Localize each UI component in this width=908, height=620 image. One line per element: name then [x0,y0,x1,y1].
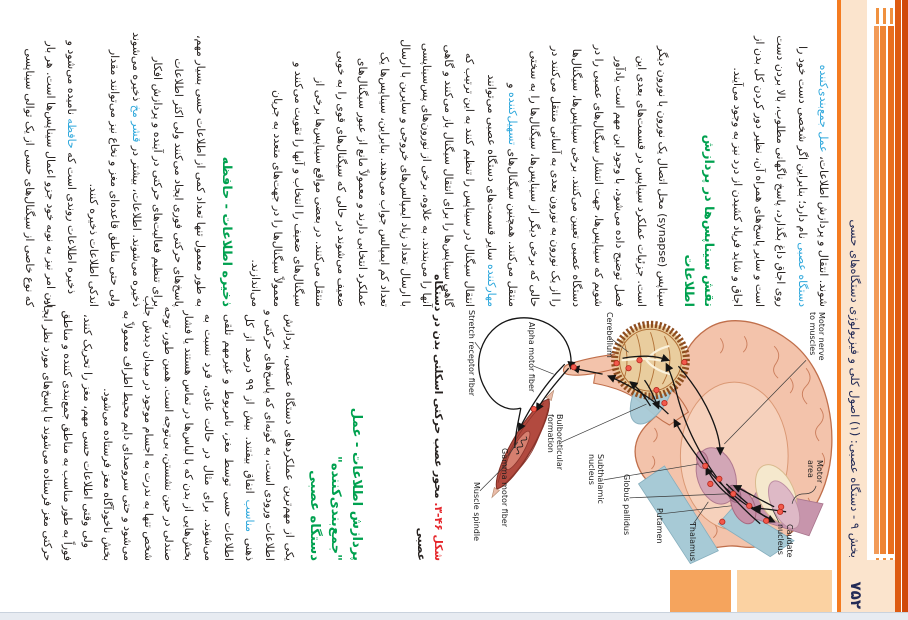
edge-stripe-stub [890,8,893,24]
figure-label-thalamus: Thalamus [688,522,697,562]
section-heading: ذخیره اطلاعات - حافظه [218,156,234,307]
text-line: اندکی اطلاعات ذخیره کنند. [86,183,100,307]
section-heading: پردازش اطلاعات - عمل "جمع‌بندی‌کننده" دستگاه عصبی [307,407,364,561]
edge-stripe [902,0,908,612]
text-line: است. جزئیات عملکرد سیناپس در قسمت‌های بعدی این [634,55,648,307]
figure-label-muscle-spindle: Muscle spindle [472,482,481,541]
paragraph [727,35,834,307]
text-line: حالی که برخی دیگر از سیناپس‌ها، سیگنال‌ها را به سختی [527,50,541,307]
chapter-title: بخش ۹ - دستگاه عصبی: (۱) اصول کلی و فیزیولوژی دستگاه‌های حسی [848,219,862,558]
text-line: که نوع خاصی از سیگنال‌های حسی از یک توالی سیناپسی [22,48,36,307]
text-line: روی اجاق داغ بگذارد، پاسخ ناگهانی مطلوب، بالا بردن دست [774,35,788,307]
text-line: شوند. انتقال و پردازش اطلاعات، عمل جمع‌بندی‌کننده [817,64,830,307]
text-line: صندلی در حین نشستن، بی‌توجه است. همین طور، توجه [161,306,175,561]
paragraph [18,32,211,307]
text-line: حرکتی مغز فرستاده می‌شوند تا پاسخ‌های مورد نظر ایجاد [40,300,54,561]
text-line: عصبی [415,527,428,561]
text-line: عملکرد انتخابی دارند و معمولاً مانع از عبور سیگنال‌های [356,57,370,307]
edge-stripe [874,26,879,554]
text-line: است و سایر پاسخ‌های همراه آن، نظیر دور کردن کل بدن از [752,36,766,307]
text-line: معمولاً سیگنال‌ها را در جهت‌های متعدد به جریان [270,90,284,307]
section-heading: نقش سیناپس‌ها در پردازش اطلاعات [680,134,716,307]
text-line: ولی وقتی اطلاعات حسی مهم، مغز را تحریک کنند، [80,314,94,548]
text-line: تعداد کم ایمپالس جواب می‌دهند. بنابراین، سیناپس‌ها یک [377,51,391,307]
text-line: را از یک نورون به نورون بعدی به آسانی منتقل می‌کنند در [548,46,562,307]
paragraph [36,295,299,562]
text-line: ذهنی مناسب اتفاق بیفتند. بیش از ۹۹ درصد از کل [242,314,256,562]
text-line: دستگاه عصبی تعیین می‌کنند. برخی سیناپس‌ها، سیگنال‌ها [570,48,584,307]
figure-label-stretch-receptor-fiber: Stretch receptor fiber [467,310,476,397]
figure-label-motor-nerve-to-muscles: Motor nerve to muscles [808,312,826,361]
figure-labels-layer [452,308,836,566]
text-line: گاهی سیناپس‌ها را برای انتقال سیگنال باز می‌کنند و گاهی [441,44,455,307]
edge-stripe-stub [883,8,886,24]
text-line: مهارکننده سایر قسمت‌های دستگاه عصبی می‌توانند [484,74,498,307]
text-line: انتقال سیگنال در سیناپس را تنظیم کنند به این ترتیب که [463,52,477,307]
figure-brain-diagram [452,308,836,566]
text-line: با ارسال تعداد زیاد ایمپالس‌های خروجی و سایرین با ارسال [399,39,413,307]
text-line: ضعیف می‌شوند در حالی که سیگنال‌های قوی را به خوبی [334,50,348,307]
column-left [18,32,834,307]
text-line: فصل توضیح داده می‌شود، با وجود این مهم است یادآور [613,56,627,307]
text-line: اطلاعات حسی توسط مغز، نامربوط و غیرمهم تلقی [222,314,236,561]
text-line: شویم که سیناپس‌ها، جهت انتشار سیگنال‌های عصبی را در [591,44,605,307]
text-line: منتقل می‌کنند. در بعضی مواقع سیناپس‌ها برخی از [313,77,327,307]
text-line: بخش ناخودآگاه مغز فرستاده می‌شود. [101,388,115,561]
figure-label-globus-pallidus: Globus pallidus [622,474,631,536]
text-line: ذخیره می‌شوند. اطلاعات، بیشتر در قشر مخ ذخیره می‌شوند [129,32,143,307]
text-line: برای تنظیم فعالیت‌های حرکتی در آینده و پردازش افکار [151,57,165,307]
text-line: ولی حتی مناطق قاعده‌ای مغز و نخاع نیز می‌توانند مقدار [108,49,122,307]
text-line: اطلاعات ورودی است، به گونه‌ای که پاسخ‌های حرکتی و [262,310,276,561]
text-line: اجاق و شاید فریاد کشیدن از درد نیز به وجود می‌آیند. [731,67,745,307]
text-line: سیناپس (synapse) محل اتصال یک نورون با نورون دیگر [655,46,669,307]
text-line: به طور معمول تنها تعداد کمی از اطلاعات حسی بسیار مهم، [193,34,207,307]
text-line: شکل ۴۶-۳. محور عصب حرکتی اسکلتی بدن در دستگاه [432,274,445,561]
figure-label-caudate-nucleus: Caudate nucleus [776,524,794,558]
text-line: سیگنال‌های ضعیف را انتخاب و آنها را تقویت می‌کنند و [292,62,306,307]
edge-stripe [895,0,901,612]
figure-label-gamma-motor-fiber: Gamma motor fiber [500,448,509,528]
text-line: می‌شوند. برای مثال در حالت عادی، فرد نسبت به [202,314,216,561]
figure-label-subthalamic-nucleus: Subthalamic nucleus [587,454,605,504]
text-line: آنها را می‌بندند. به علاوه، برخی از نورون‌های پس‌سیناپسی [420,42,434,307]
chapter-edge-tab-dark [670,570,731,612]
text-line: منتقل می‌کنند. همچنین سیگنال‌های تسهیل‌کننده و [506,83,520,307]
figure-label-motor-area: Motor area [806,460,824,484]
edge-stripe [881,26,887,554]
figure-label-alpha-motor-fiber: Alpha motor fiber [527,322,536,393]
figure-caption [413,274,447,561]
text-line: ذخیره اطلاعات روندی است که حافظه نامیده می‌شود و [65,40,79,294]
text-line: یکی از مهم‌ترین عملکردهای دستگاه عصبی، پردازش [283,314,296,561]
edge-stripe-stub [876,8,879,24]
figure-label-bulboreticular-formation: Bulboreticular formation [546,414,564,471]
text-line: فوراً به طور مناسب به مناطق جمع‌بندی کننده و مناطق [60,310,74,561]
text-line: این امر نیز به نوبه خود جزو اعمال سیناپس‌ها است. هر بار [44,41,57,307]
paragraph [245,39,673,307]
figure-label-putamen: Putamen [655,508,664,544]
text-line: می‌شود و حتی سروصدای دایم محیط اطراف معمولاً به [121,310,135,561]
text-line: شخص تنها به ندرت به اجسام موجود در میدان دیدش جلب [141,295,155,561]
header-rule [837,0,841,612]
text-line: پاسخ‌های حرکتی فوری ایجاد می‌کنند ولی اکثر اطلاعات [172,58,186,307]
figure-label-cerebellum: Cerebellum [605,312,614,358]
text-line: بخش‌هایی از بدن که با لباس‌ها در تماس هستند یا فشار [181,310,195,561]
text-line: دستگاه عصبی نام دارد؛ بنابراین اگر شخصی دست خود را [795,46,809,307]
page-number: ۷۵۲ [847,581,866,609]
text-line: می‌اندازند. [249,259,263,307]
edge-stripe [888,26,894,554]
chapter-edge-tab-light [737,570,832,612]
scan-background-edge [0,612,908,620]
page-number-corner [867,560,895,612]
